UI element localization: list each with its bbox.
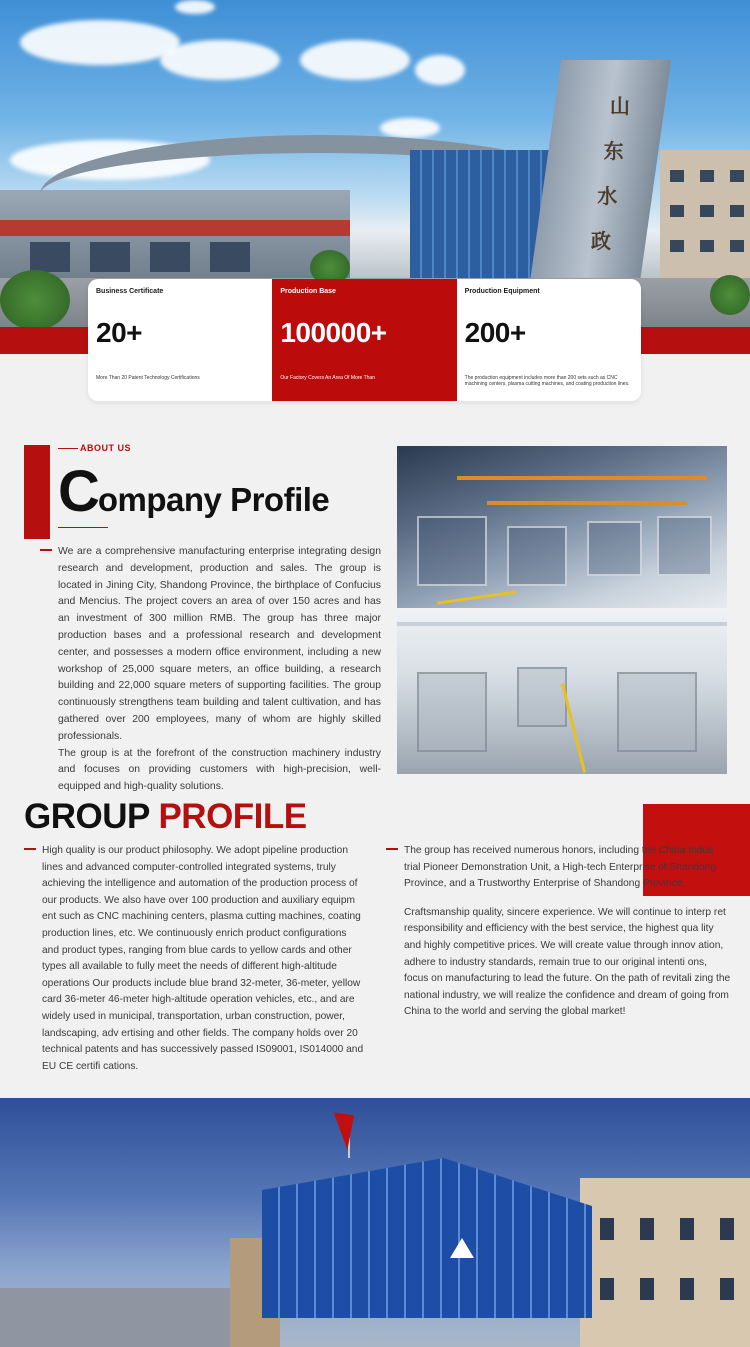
stat-label: Production Base (280, 288, 336, 295)
cloud (160, 40, 280, 80)
group-profile-title (24, 797, 307, 837)
stat-card-certificate (88, 279, 272, 401)
red-dash (386, 848, 398, 850)
tree (710, 275, 750, 315)
about-accent-bar (24, 445, 50, 539)
profile-paragraph: We are a comprehensive manufacturing enterprise integrating design research and development, production and sales. The group is located in Jining City, Shandong Province, the birthplace of Confucius and Mencius. The project covers an area of over 150 acres and has an investment of 300 million RMB. The group has three major production bases and a professional research and development center, and possesses a modern office environment, including a new workshop of 25,000 square meters, an office building, a research building and 22,000 square meters of supporting facilities. The group continuously strengthens team building and talent cultivation, and has gathered over 200 employees, many of whom are highly skilled professionals. (58, 546, 381, 742)
sign-char: 东 (603, 139, 624, 163)
right-building (660, 150, 750, 290)
sign-char: 水 (597, 184, 618, 208)
cloud (415, 55, 465, 85)
stat-card-equipment (457, 279, 641, 401)
stats-cards (88, 279, 641, 401)
group-profile-left-text (42, 843, 366, 1075)
stat-value: 20+ (96, 317, 142, 348)
title-underline (58, 527, 108, 528)
group-paragraph: High quality is our product philosophy. We adopt pipeline production lines and advanced computer-controlled integrated systems, truly achieving the intelligence and automation of the production process of our products. We also have over 100 production and auxiliary equipm ent such as CNC machining centers, plasma cutting machines, coating production lines, etc. We continuously enrich product configurations and product types, ranging from blue cards to yellow cards and other types all available to fully meet the needs of different high-altitude operations Our products include blue brand 32-meter, 36-meter, yellow card 36-meter 46-meter high-altitude operation vehicles, etc., and are widely used in municipal, transportation, urban construction, power, landscaping, adv ertising and other fields. The company holds over 20 technical patents and has successively passed IS09001, IS014000 and EU CE certifi cations. (42, 845, 364, 1072)
stat-label: Production Equipment (464, 288, 540, 295)
stat-desc: More Than 20 Patent Technology Certifications (96, 375, 200, 381)
gate-tower (529, 60, 671, 290)
sign-char: 政 (590, 229, 611, 253)
stat-label: Business Certificate (96, 288, 164, 295)
cloud (175, 0, 215, 14)
title-rest: ompany Profile (97, 481, 330, 518)
cloud (300, 40, 410, 80)
page-title (58, 458, 329, 525)
sign-char: 山 (609, 94, 630, 118)
stat-card-production-base (272, 279, 456, 401)
red-dash (24, 848, 36, 850)
cloud (380, 118, 440, 138)
group-profile-right-text (404, 843, 731, 1021)
tree (0, 270, 70, 330)
left-building (0, 190, 350, 285)
factory-photo-1 (397, 446, 727, 608)
profile-paragraph: The group is at the forefront of the construction machinery industry and focuses on providing customers with high-precision, well-equipped and high-quality solutions. (58, 747, 381, 793)
stat-desc: The production equipment includes more than 200 sets such as CNC machining centers, plasma cutting machines, and coating production lines. (464, 375, 630, 387)
about-tag: ABOUT US (58, 443, 131, 453)
group-paragraph: The group has received numerous honors, including the China Indus trial Pioneer Demonstration Unit, a High-tech Enterprise of Shandong Province, and a Trustworthy Enterprise of Shandong Province. (404, 845, 717, 890)
stat-value: 200+ (464, 317, 526, 348)
factory-photo-2 (397, 612, 727, 774)
company-logo-icon (450, 1238, 474, 1258)
group-paragraph: Craftsmanship quality, sincere experience. We will continue to interp ret responsibility and efficiency with the best service, the highest qua lity and highly competitive prices. We will create value through innov ation, adhere to industry standards, remain true to our original intenti ons, focus on manufacturing to lead the future. On the path of revitali zing the national industry, we will realize the confidence and dream of going from China to the world and serving the global market! (404, 906, 731, 1018)
company-profile-text (58, 544, 381, 796)
group-title-word1: GROUP (24, 797, 150, 836)
flag (334, 1106, 365, 1150)
headquarters-photo (0, 1098, 750, 1347)
stat-desc: Our Factory Covers An Area Of More Than (280, 375, 375, 381)
stat-value: 100000+ (280, 317, 387, 348)
title-initial: C (58, 459, 98, 524)
group-title-word2: PROFILE (158, 797, 307, 836)
red-dash (40, 549, 52, 551)
cloud (20, 20, 180, 65)
